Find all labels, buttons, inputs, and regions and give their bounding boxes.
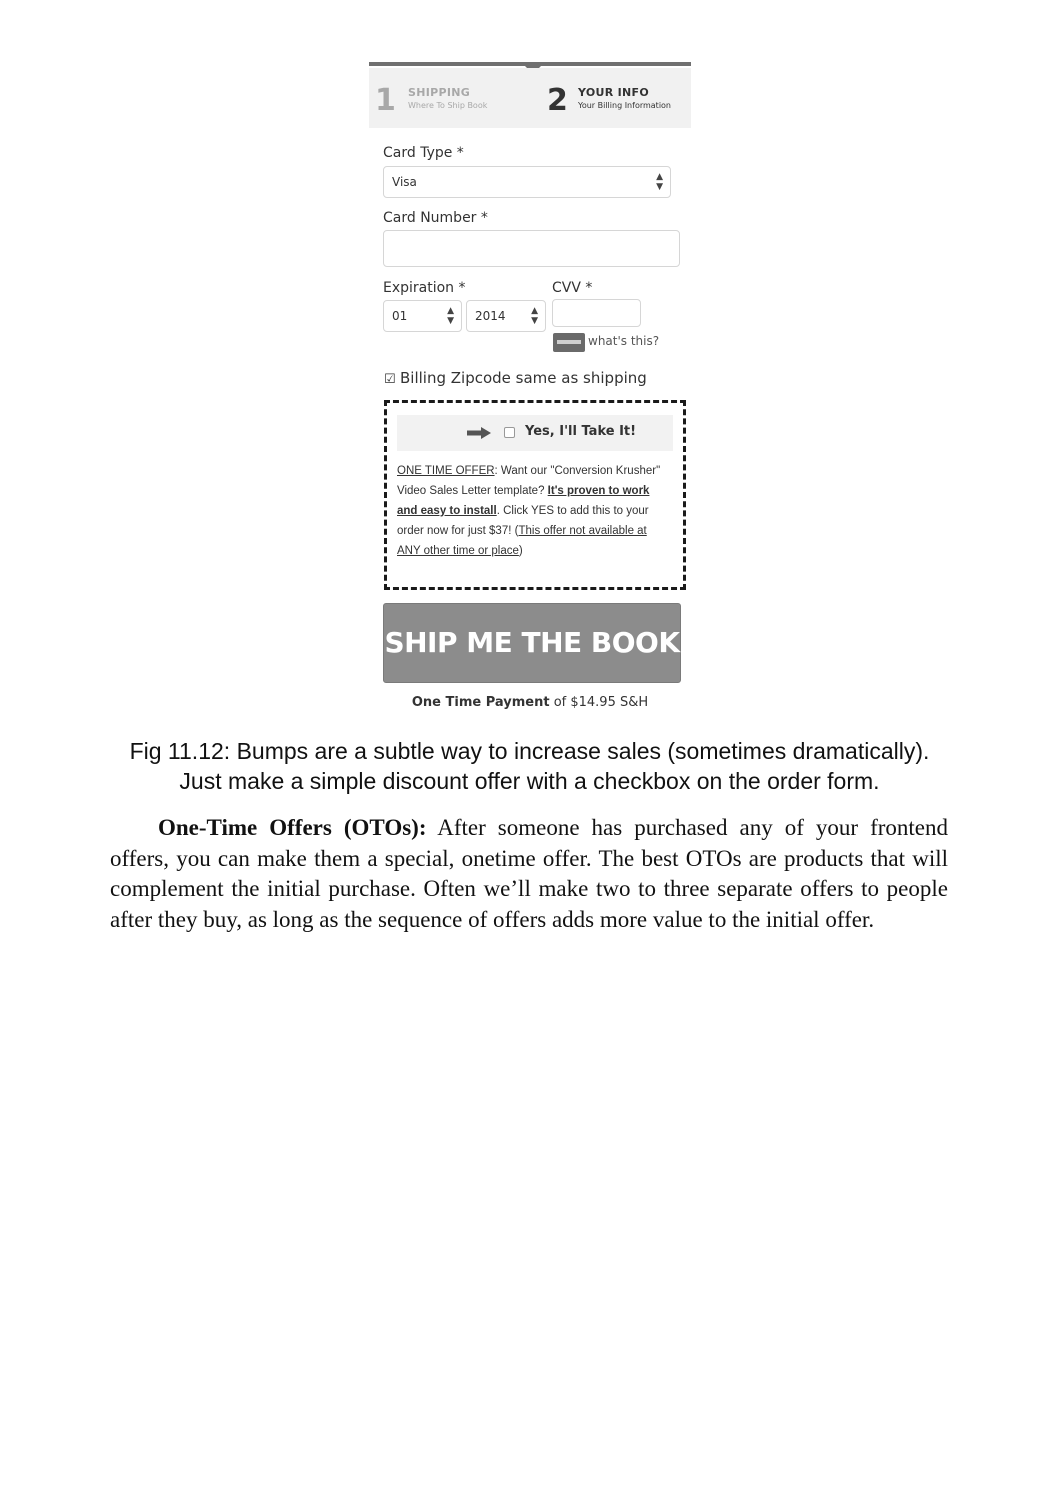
card-type-label: Card Type * [383,145,464,161]
expiration-year-value: 2014 [475,309,506,323]
credit-card-icon [553,333,585,352]
order-form-figure [369,62,691,722]
billing-zip-label: Billing Zipcode same as shipping [400,369,647,387]
step-number: 1 [375,83,396,118]
caption-line: Fig 11.12: Bumps are a subtle way to increase sales (sometimes dramatically). [129,738,930,764]
payment-bold-text: One Time Payment [411,695,550,710]
offer-bold-link[interactable]: It's proven to work and easy to install [397,485,650,517]
step-title: SHIPPING [408,86,471,99]
paragraph-lead: One-Time Offers (OTOs): [158,815,427,840]
body-paragraph [110,813,948,935]
card-type-select[interactable] [383,166,671,198]
expiration-label: Expiration * [383,280,466,296]
ship-me-the-book-button[interactable]: SHIP ME THE BOOK [383,603,681,683]
caption-line: Just make a simple discount offer with a checkbox on the order form. [179,768,880,794]
checkout-steps [369,68,691,128]
expiration-month-select[interactable] [383,300,462,332]
select-arrows-icon: ▲ ▼ [447,306,454,326]
card-type-value: Visa [392,175,417,189]
billing-zip-row[interactable] [384,369,647,387]
payment-amount-text: of $14.95 S&H [549,695,649,710]
offer-note-link[interactable]: This offer not available at ANY other time or place [397,525,647,557]
step-subtitle: Your Billing Information [578,101,671,110]
bump-checkbox-label: Yes, I'll Take It! [525,424,637,439]
bump-offer-text [397,461,669,561]
select-arrows-icon: ▲ ▼ [656,172,663,192]
bump-checkbox-row[interactable] [397,415,673,451]
order-bump-box [384,400,686,590]
card-number-input[interactable] [383,230,680,267]
offer-text-part: . Click YES to add this to your order now for just $37! [397,505,649,537]
figure-caption [60,736,999,796]
expiration-year-select[interactable] [466,300,546,332]
cvv-input[interactable] [552,299,641,327]
select-arrows-icon: ▲ ▼ [531,306,538,326]
cvv-label: CVV * [552,280,593,296]
cvv-help-link[interactable]: what's this? [588,334,660,348]
paren: ) [518,545,523,557]
step-subtitle: Where To Ship Book [408,101,488,110]
one-time-offer-label: ONE TIME OFFER [397,465,495,477]
paragraph-body: After someone has purchased any of your frontend offers, you can make them a special, onetime offer. The best OTOs are products that will complement the initial purchase. Often we’ll make two to three separate offers to people after they buy, as long as the sequence of offers adds more value to the initial offer. [110,815,948,932]
card-number-label: Card Number * [383,210,488,226]
arrow-right-icon [467,427,491,439]
checked-checkbox-icon[interactable]: ☑ [384,372,396,387]
step-title: YOUR INFO [578,86,650,99]
payment-note [369,695,691,710]
offer-text-part: : Want our "Conversion Krusher" Video Sales Letter template? [397,465,661,497]
paren: ( [514,525,519,537]
expiration-month-value: 01 [392,309,408,323]
step-number: 2 [547,83,568,118]
bump-checkbox[interactable] [504,427,515,438]
